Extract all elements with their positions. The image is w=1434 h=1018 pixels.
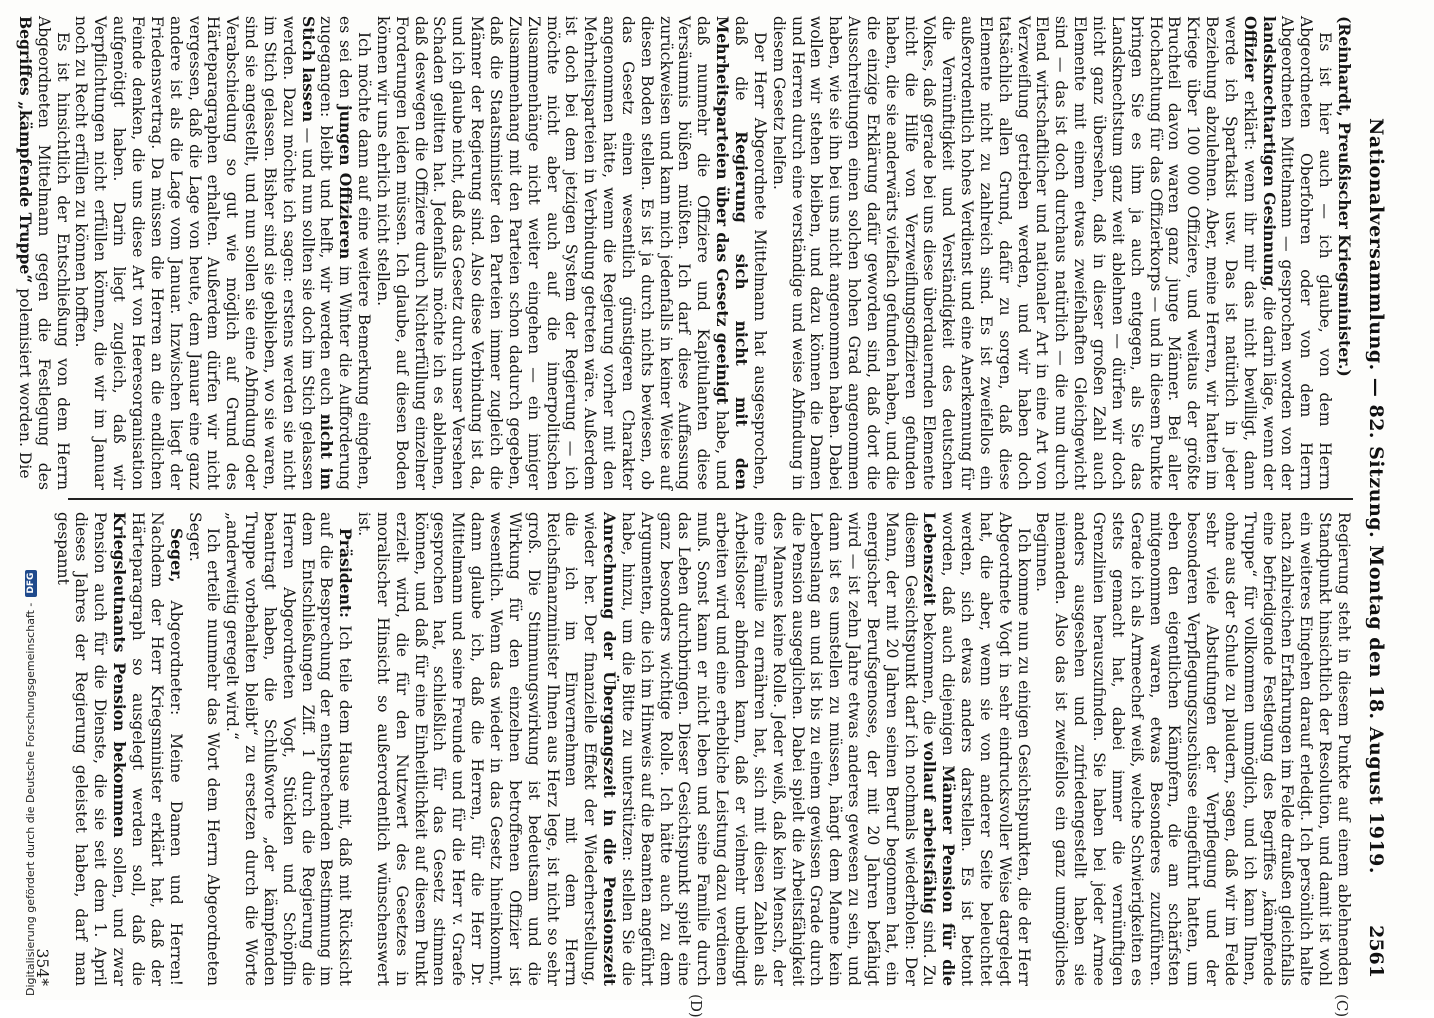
text-run: sind. Zu diesem Gesichtspunkt darf ich nochmals wiederholen: Der Mann, der mit 20 Jahren seinen Beruf begonnen hat, ein energischer Berufsgenosse, der mit 20 Jahren befähigt wird — ist zehn Jahre etwas anderes gewesen zu sein, und dann ist es umstellen zu müssen, hängt dem Manne kein Lebenslang an und ist bis zu einem gewissen Grade durch die Pension ausgeglichen. Dabei spielt die Arbeitsfähigkeit des Mannes keine Rolle. Jeder weiß, daß kein Mensch, der eine Familie zu ernähren hat, sich mit diesen Zahlen als Arbeitsloser abfinden kann, daß er vielmehr unbedingt arbeiten wird und eine erhebliche Leistung dazu verdienen muß. Sonst kann er nicht leben und seine Familie durch das Leben durchbringen. Dieser Gesichtspunkt spielt eine ganz besonders wichtige Rolle. Ich hätte auch zu dem Argumenten, die ich im Hinweis auf die Beamten angeführt habe, hinzu, um die Bitte zu unterstützen: stellen Sie die	[618, 512, 939, 986]
text-run: Es ist hier auch — ich glaube, von dem Herrn Abgeordneten Oberfohren oder von dem Herrn Abgeordneten Mittelmann — gesprochen worden von der	[1278, 16, 1335, 490]
page-number: 2561	[1365, 925, 1387, 978]
text-run: polemisiert worden. Die	[15, 288, 34, 479]
emphasis-text: landsknechtartigen Gesinnung	[1259, 16, 1279, 287]
text-run: erklärt: wenn ihr mir das nicht bewilligt, dann werde ich Spartakist usw. Das ist natürlich in jeder Beziehung abzulehnen. Aber, meine Herren, wir hatten im Kriege über 100 000 Offiziere, und weitaus der größte Bruchteil davon waren ganz junge Männer. Bei aller Hochachtung für das Offizierkorps — und in diesem Punkte bringen Sie es ihm ja auch entgegen, als Sie das Landsknechtstum ganz weit ablehnen — dürfen wir doch nicht ganz übersehen, daß in dieser großen Zahl auch Elemente mit einem etwas zweifelhaften Gleichgewicht sind — das ist doch durchaus natürlich — die nun durch Elend wirtschaftlicher und nationaler Art in eine Art von Verzweiflung getrieben werden, und wir haben doch tatsächlich allen Grund, dafür zu sorgen, daß diese Elemente nicht zu zahlreich sind. Es ist zweifellos ein außerordentlich hohes Verdienst und eine Anerkennung für die Vernünftigkeit und Verständigkeit des deutschen Volkes, daß gerade bei uns diese überdauernden Elemente nicht die Hilfe von Verzweiflungsoffizieren gefunden haben, die sie anderwärts vielfach gefunden haben, und die die einzige Erklärung dafür geworden sind, daß dort die Ausschreitungen einen solchen hohen Grad angenommen haben, wie sie ihn bei uns nicht angenommen haben. Dabei wollen wir stehen bleiben, und dazu können die Damen und Herren durch eine verständige und weise Abfindung in diesem Gesetz helfen.	[769, 16, 1259, 490]
running-head: Nationalversammlung. — 82. Sitzung. Montag den 18. August 1919.	[1365, 117, 1387, 875]
paragraph	[53, 512, 185, 986]
sheet-signature: 354*	[32, 948, 51, 986]
text-run: Regierung steht in diesem Punkte auf einem ablehnenden Standpunkt hinsichtlich der Resolution, und damit ist wohl ein weiteres Eingehen darauf erledigt. Ich persönlich halte nach zahlreichen Erfahrungen im Felde draußen gleichfalls eine befriedigende Festlegung des Begriffes „kämpfende Truppe“ für vollkommen unmöglich, und ich kann Ihnen, ohne aus der Schule zu plaudern, sagen, daß wir im Felde sehr viele Abstufungen der Verpflegung und der besonderen Verpflegungszuschüsse eingeführt hatten, um eben den eigentlichen Kämpfern, die am schärfsten mitgenommen waren, etwas Besonderes zuzuführen. Gerade ich als Armeechef weiß, welche Schwierigkeiten es stets gemacht hat, dabei immer die vernünftigen Grenzlinien herauszufinden. Sie haben bei jeder Armee anders ausgesehen und zufriedengestellt haben sie niemanden. Also das ist zweifellos ein ganz unmögliches Beginnen.	[1033, 512, 1353, 986]
emphasis-text: Kriegsleutnants Pension bekommen	[110, 512, 130, 838]
paragraph	[72, 16, 374, 490]
footer-text: Digitalisierung gefördert durch die Deutsche Forschungsgemeinschaft -	[24, 602, 37, 996]
left-column	[15, 16, 1354, 490]
speaker-name: Präsident:	[336, 528, 356, 618]
paragraph	[1033, 512, 1353, 986]
emphasis-text: Männer Pension für die Lebenszeit	[920, 512, 959, 986]
dfg-logo: DFG	[25, 570, 37, 597]
margin-marker-c: (C)	[1333, 994, 1351, 1018]
emphasis-text: Begriffes „kämpfende Truppe“	[15, 16, 35, 284]
text-run: Ich möchte dann auf eine weitere Bemerkung eingehen, es sei den	[336, 16, 374, 490]
footer-credit	[24, 0, 37, 996]
page-header	[1359, 6, 1395, 986]
text-run: sollen, und zwar Pension auch für die Dienste, die sie seit dem 1. April dieses Jahres der Regierung geleistet haben, darf man gespannt	[53, 512, 129, 986]
emphasis-text: nicht im Stich lassen	[298, 16, 337, 490]
emphasis-text: Regierung sich nicht mit den Mehrheitsparteien über das Gesetz geeinigt	[713, 16, 751, 490]
emphasis-text: Anrechnung der Übergangszeit in die Pensionszeit	[600, 512, 620, 986]
text-run: — und nun sollten sie doch im Stich gelassen werden. Dazu möchte ich sagen: erstens werden sie nicht im Stich gelassen. Bisher sind sie geblieben, wo sie waren, sind sie angestellt, und nun sollen sie eine Abfindung oder Verabschiedung so gut wie möglich auf Grund des Härteparagraphen erhalten. Außerdem dürfen wir nicht vergessen, daß die Lage von heute, dem Januar eine ganz andere ist als die Lage vom Januar. Inzwischen liegt der Friedensvertrag. Da müssen die Herren an die endlichen Feinde denken, die uns diese Art von Heeresorganisation aufgenötigt haben. Darin liegt zugleich, daß wir Verpflichtungen nicht erfüllen können, die wir im Januar noch zu Recht erfüllen zu können hofften.	[72, 16, 317, 490]
emphasis-text: Offizier	[1240, 16, 1260, 82]
text-run: Ich teile dem Hause mit, daß mit Rücksicht auf die Besprechung der entsprechenden Bestimmung im dem Entschließungen Ziff. 1 durch die Regierung die Herren Abgeordneten Vogt, Stücklen und Schöpflin beantragt haben, die Schlußworte „der kämpfenden Truppe vorbehalten bleibt“ zu ersetzen durch die Worte „anderweitig geregelt wird.“	[223, 512, 355, 986]
emphasis-text: vollauf arbeitsfähig	[920, 741, 940, 914]
paragraph	[373, 16, 769, 490]
paragraph	[222, 512, 354, 986]
right-column	[32, 512, 1353, 986]
paragraph	[185, 512, 223, 986]
speaker-name: (Reinhardt, Preußischer Kriegsminister.)	[1335, 16, 1354, 377]
text-run: Der Herr Abgeordnete Mittelmann hat ausgesprochen, daß die	[732, 16, 769, 490]
text-run: Es ist hinsichtlich der Entschließung von dem Herrn Abgeordneten Mittelmann gegen die Festlegung des	[34, 16, 72, 490]
column-divider	[68, 498, 1353, 500]
speaker-name: Seger,	[166, 528, 186, 583]
text-run: wieder her. Der finanzielle Effekt der Wiederherstellung, die ich im Einvernehmen mit dem Herrn Reichsfinanzminister Ihnen aus Herz lege, ist nicht so sehr groß. Die Stimmungswirkung ist bedeutsam und die Wirkung für den einzelnen betroffenen Offizier ist wesentlich. Wenn das wieder in das Gesetz hineinkommt, dann glaube ich, daß die Herren, für die Herr Dr. Mittelmann und seine Freunde und für die Herr v. Graefe gesprochen hat, schließlich für das Gesetz stimmen können, und daß für eine Einheitlichkeit auf diesem Punkt erzielt wird, die für den Nutzwert des Gesetzes in moralischer Hinsicht so außerordentlich wünschenswert ist.	[355, 512, 600, 986]
paragraph	[354, 512, 1032, 986]
speaker-line	[1334, 16, 1353, 490]
paragraph	[769, 16, 1334, 490]
text-run: , die darin läge, wenn der	[1259, 286, 1278, 490]
text-run: habe, und daß nunmehr die Offiziere und Kapitulanten diese Versäumnis büßen müßten. Ich darf diese Auffassung zurückweisen und kann mich jedenfalls in keiner Weise auf diesen Boden stellen. Es ist ja durch nichts bewiesen, ob das Gesetz einen wesentlich günstigeren Charakter angenommen hätte, wenn die Regierung vorher mit den Mehrheitsparteien in Verbindung getreten wäre. Außerdem ist doch bei dem jetzigen System der Regierung — ich möchte nicht aber auch auf die innerpolitischen Zusammenhänge nicht weiter eingehen — ein inniger Zusammenhang mit den Parteien schon dadurch gegeben, daß die Staatsminister den Parteien immer zugleich die Männer der Regierung sind. Also diese Verbindung ist da, und ich glaube nicht, daß das Gesetz durch unser Versehen Schaden gelitten hat. Jedenfalls möchte ich es ablehnen, daß deswegen die Offiziere durch Nichterfüllung einzelner Forderungen leiden müssen. Ich glaube, auf diesen Boden können wir uns ehrlich nicht stellen.	[373, 16, 732, 490]
emphasis-text: jungen Offizieren	[336, 105, 356, 260]
margin-marker-d: (D)	[687, 994, 705, 1018]
text-run: Ich komme nun zu einigen Gesichtspunkten, die der Herr Abgeordnete Vogt in sehr eindrucksvoller Weise dargelegt hat, die aber, wenn sie von anderer Seite beleuchtet werden, sich etwas anders darstellen. Es ist betont worden, daß auch diejenigen	[939, 512, 1033, 986]
text-run: Ich erteile nunmehr das Wort dem Herrn Abgeordneten Seger.	[185, 512, 223, 986]
text-run: bekommen, die	[920, 612, 939, 735]
text-run: im Winter die Aufforderung zugegangen: bleibt und helft, wir werden euch	[317, 16, 355, 490]
text-run: Abgeordneter: Meine Damen und Herren! Nachdem der Herr Kriegsminister erklärt hat, daß der Härteparagraph so ausgelegt werden soll, daß die	[129, 512, 185, 986]
